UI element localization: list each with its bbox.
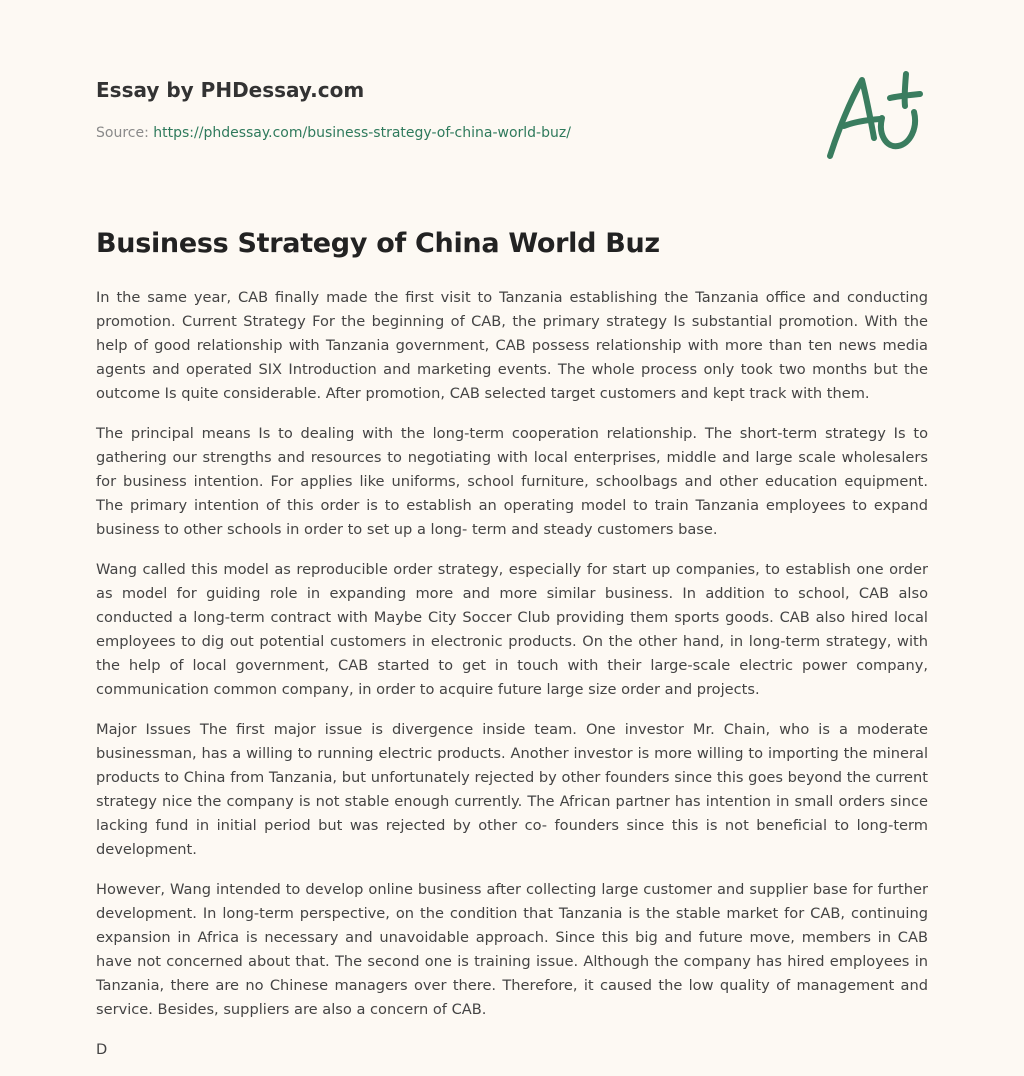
site-title: Essay by PHDessay.com — [96, 78, 365, 102]
essay-article — [96, 224, 928, 1062]
source-label: Source: — [96, 125, 149, 141]
source-line — [96, 123, 796, 143]
truncated-text: D — [96, 1041, 108, 1058]
paragraph: In the same year, CAB finally made the first visit to Tanzania establishing the Tanzania office and conducting promotion. Current Strategy For the beginning of CAB, the primary strategy Is substantial promotion. With the help of good relationship with Tanzania government, CAB possess relationship with more than ten news media agents and operated SIX Introduction and marketing events. The whole process only took two months but the outcome Is quite considerable. After promotion, CAB selected target customers and kept track with them. — [96, 289, 928, 402]
page-title: Business Strategy of China World Buz — [96, 228, 660, 259]
paragraph: However, Wang intended to develop online business after collecting large customer and supplier base for further development. In long-term perspective, on the condition that Tanzania is the stable market for CAB, continuing expansion in Africa is necessary and unavoidable approach. Since this big and future move, members in CAB have not concerned about that. The second one is training issue. Although the company has hired employees in Tanzania, there are no Chinese managers over there. Therefore, it caused the low quality of management and service. Besides, suppliers are also a concern of CAB. — [96, 881, 928, 1018]
paragraph: Wang called this model as reproducible order strategy, especially for start up companies, to establish one order as model for guiding role in expanding more and more similar business. In addition to school, CAB also conducted a long-term contract with Maybe City Soccer Club providing them sports goods. CAB also hired local employees to dig out potential customers in electronic products. On the other hand, in long-term strategy, with the help of local government, CAB started to get in touch with their large-scale electric power company, communication common company, in order to acquire future large size order and projects. — [96, 561, 928, 698]
paragraph: Major Issues The first major issue is divergence inside team. One investor Mr. Chain, who is a moderate businessman, has a willing to running electric products. Another investor is more willing to importing the mineral products to China from Tanzania, but unfortunately rejected by other founders since this goes beyond the current strategy nice the company is not stable enough currently. The African partner has intention in small orders since lacking fund in initial period but was rejected by other co- founders since this is not beneficial to long-term development. — [96, 721, 928, 858]
page-header — [96, 76, 796, 143]
a-plus-grade-icon — [820, 66, 930, 166]
paragraph: The principal means Is to dealing with the long-term cooperation relationship. The short-term strategy Is to gathering our strengths and resources to negotiating with local enterprises, middle and large scale wholesalers for business intention. For applies like uniforms, school furniture, schoolbags and other education equipment. The primary intention of this order is to establish an operating model to train Tanzania employees to expand business to other schools in order to set up a long- term and steady customers base. — [96, 425, 928, 538]
source-link[interactable]: https://phdessay.com/business-strategy-of-china-world-buz/ — [153, 125, 571, 141]
